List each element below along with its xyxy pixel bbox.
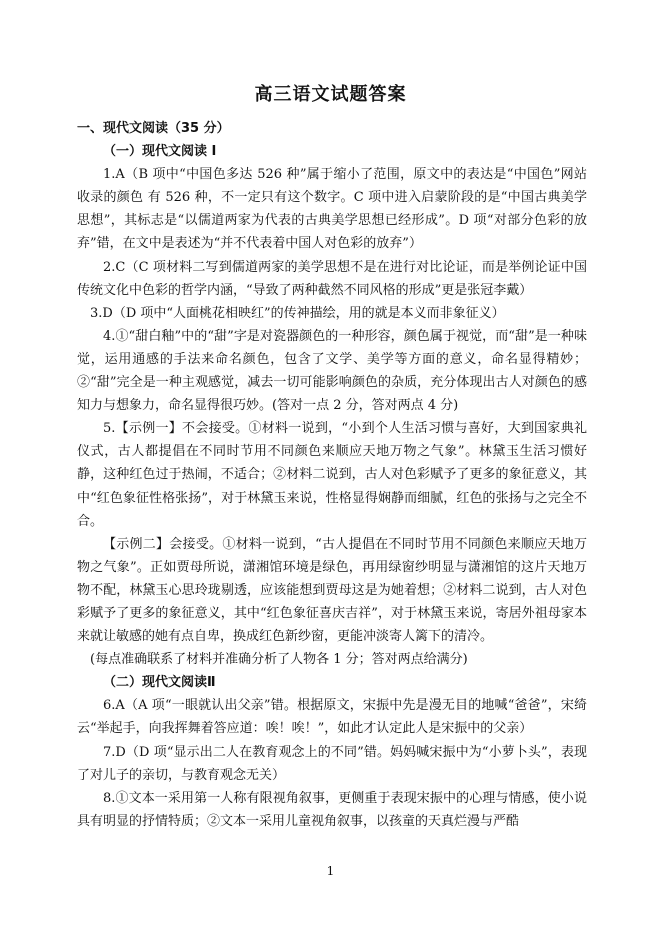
answer-q4: 4.①“甜白釉”中的“甜”字是对瓷器颜色的一种形容，颜色属于视觉，而“甜”是一种味觉，运用通感的手法来命名颜色，包含了文学、美学等方面的意义，命名显得精妙；②“甜”完全是一种主观感觉，减去一切可能影响颜色的杂质，充分体现出古人对颜色的感知力与想象力，命名显得很巧妙。(答对一点 2 分，答对两点 4 分) — [77, 328, 587, 414]
page-number: 1 — [326, 864, 335, 878]
answer-q7: 7.D（D 项“显示出二人在教育观念上的不同”错。妈妈喊宋振中为“小萝卜头”，表现了对儿子的亲切，与教育观念无关） — [77, 744, 587, 783]
answer-q3: 3.D（D 项中“人面桃花相映红”的传神描绘，用的就是本义而非象征义） — [90, 305, 505, 321]
section-heading-modern-reading: 一、现代文阅读（35 分） — [77, 121, 230, 136]
subsection-heading-2: （二）现代文阅读Ⅱ — [103, 675, 216, 691]
answer-q5-example2: 【示例二】会接受。①材料一说到，“古人提倡在不同时节用不同颜色来顺应天地万物之气象”。正如贾母所说，潇湘馆环境是绿色，再用绿窗纱明显与潇湘馆的这片天地万物不配，林黛玉心思玲珑剔透，应该能想到贾母这是为她着想；②材料二说到，古人对色彩赋予了更多的象征意义，其中“红色象征喜庆吉祥”，对于林黛玉来说，寄居外祖母家本来就让敏感的她有点自卑，换成红色新纱窗，更能冲淡寄人篱下的清冷。 — [77, 536, 587, 645]
answer-q6: 6.A（A 项“一眼就认出父亲”错。根据原文，宋振中先是漫无目的地喊“爸爸”，宋绮云“举起手，向我挥舞着答应道：唉！唉！”，如此才认定此人是宋振中的父亲） — [77, 698, 587, 737]
answer-body — [77, 117, 587, 833]
answer-q5-scoring-note: (每点准确联系了材料并准确分析了人物各 1 分；答对两点给满分) — [90, 652, 468, 668]
answer-q2: 2.C（C 项材料二写到儒道两家的美学思想不是在进行对比论证，而是举例论证中国传统文化中色彩的哲学内涵，“导致了两种截然不同风格的形成”更是张冠李戴） — [77, 259, 587, 298]
subsection-heading-1: （一）现代文阅读 I — [103, 144, 217, 160]
document-title: 高三语文试题答案 — [254, 84, 407, 105]
answer-q1: 1.A（B 项中“中国色多达 526 种”属于缩小了范围，原文中的表达是“中国色”网站收录的颜色 有 526 种，不一定只有这个数字。C 项中进入启蒙阶段的是“中国古典美学思想”，其标志是“以儒道两家为代表的古典美学思想已经形成”。D 项“对部分色彩的放弃”错，在文中是表述为“并不代表着中国人对色彩的放弃”） — [77, 167, 587, 252]
answer-q5-example1: 5.【示例一】不会接受。①材料一说到，“小到个人生活习惯与喜好，大到国家典礼仪式，古人都提倡在不同时节用不同颜色来顺应天地万物之气象”。林黛玉生活习惯好静，这种红色过于热闹，不适合；②材料二说到，古人对色彩赋予了更多的象征意义，其中“红色象征性格张扬”，对于林黛玉来说，性格显得娴静而细腻，红色的张扬与之完全不合。 — [77, 421, 587, 529]
answer-q8: 8.①文本一采用第一人称有限视角叙事，更侧重于表现宋振中的心理与情感，使小说具有明显的抒情特质；②文本一采用儿童视角叙事，以孩童的天真烂漫与严酷 — [77, 790, 587, 829]
